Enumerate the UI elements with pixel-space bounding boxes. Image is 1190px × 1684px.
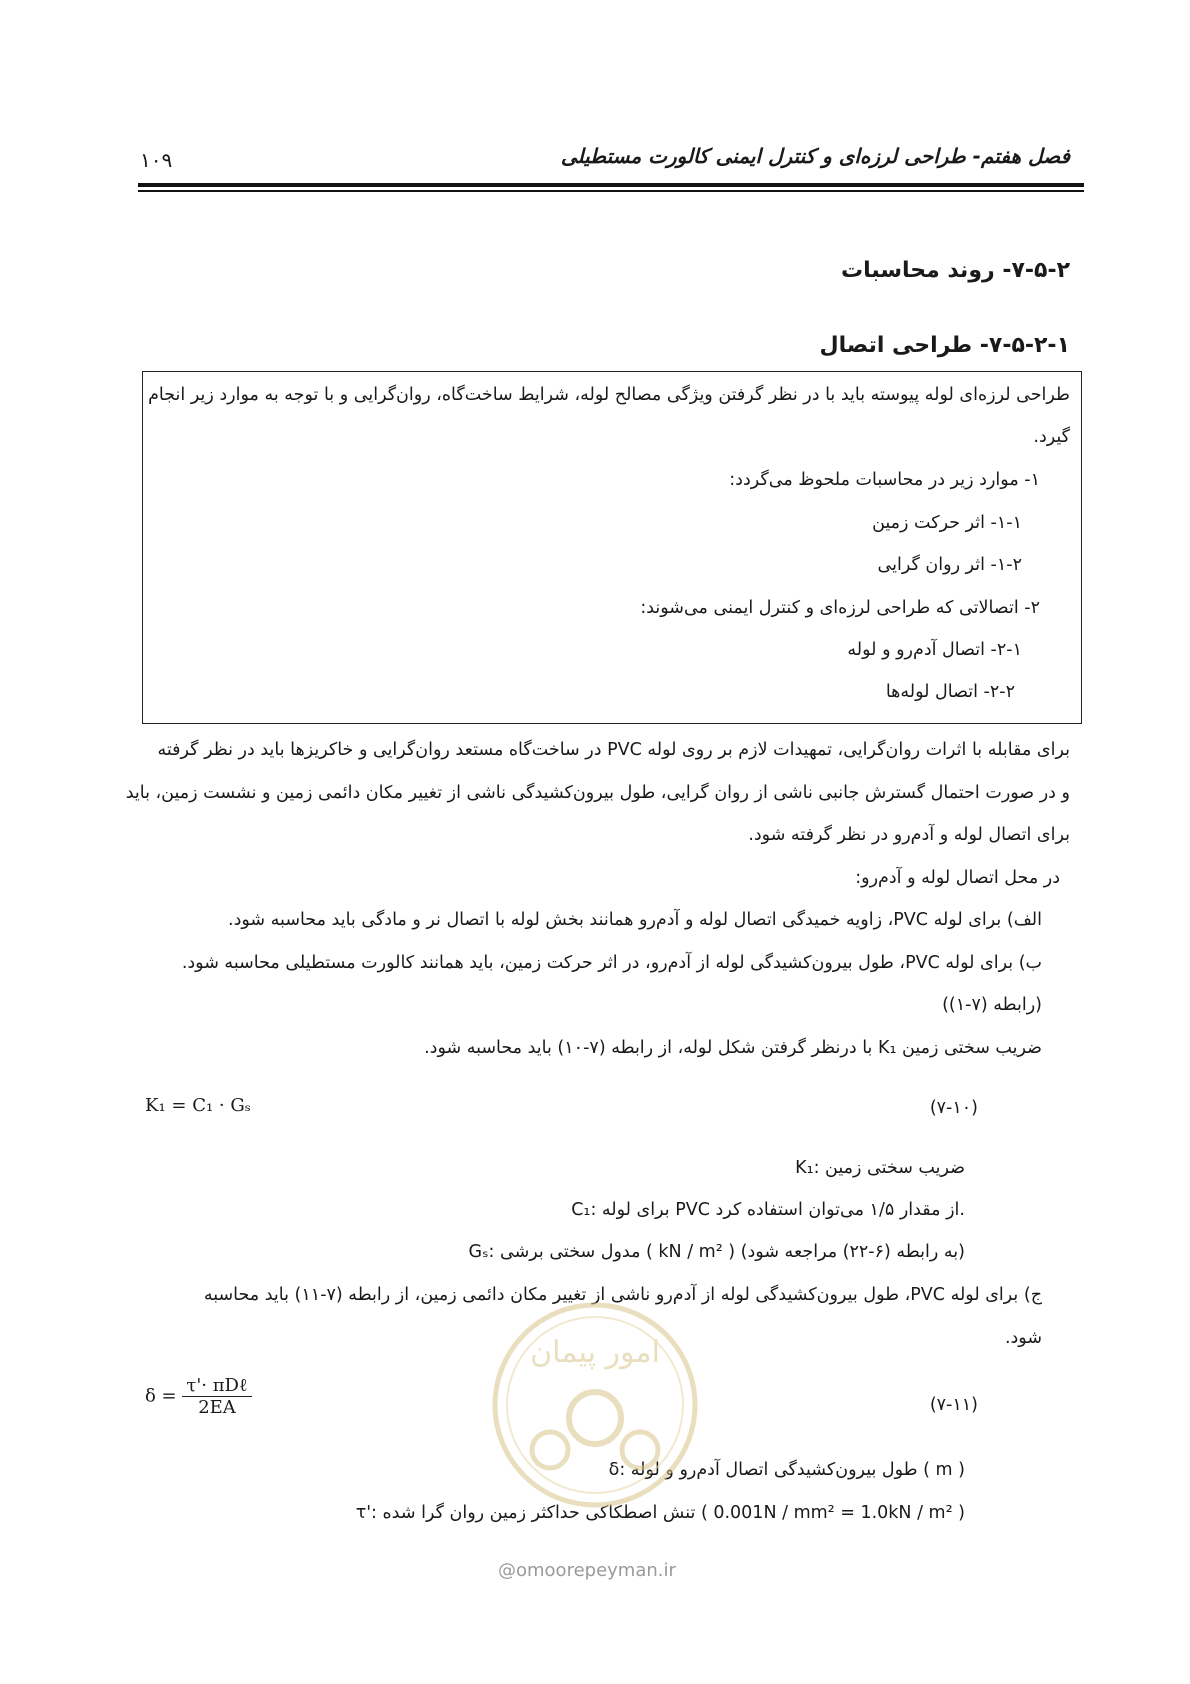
para-liquefaction-2: و در صورت احتمال گسترش جانبی ناشی از روان گرایی، طول بیرون‌کشیدگی ناشی از تغییر مکان دائمی زمین و نشست زمین، باید [125, 783, 1070, 803]
para-manhole-intro: در محل اتصال لوله و آدم‌رو: [855, 868, 1060, 888]
equation-7-11-fraction [182, 1375, 251, 1418]
item-be-1: ب) برای لوله PVC، طول بیرون‌کشیدگی لوله از آدم‌رو، در اثر حرکت زمین، باید همانند کالورت مستطیلی محاسبه شود. [181, 953, 1042, 973]
k1-text: ضریب سختی زمین K₁ با درنظر گرفتن شکل لوله، از رابطه (۷-۱۰) باید محاسبه شود. [424, 1038, 1042, 1058]
item-be-2: (رابطه (۷-۱)) [942, 995, 1042, 1015]
box-line-1: طراحی لرزه‌ای لوله پیوسته باید با در نظر گرفتن ویژگی مصالح لوله، شرایط ساخت‌گاه، روان‌گرایی و با توجه به موارد زیر انجام [148, 385, 1070, 405]
para-liquefaction-3: برای اتصال لوله و آدم‌رو در نظر گرفته شود. [748, 825, 1070, 845]
equation-7-11-numerator: τ'· πDℓ [182, 1375, 251, 1397]
box-item-1: ۱- موارد زیر در محاسبات ملحوظ می‌گردد: [729, 470, 1040, 490]
svg-text:امور پیمان: امور پیمان [530, 1335, 660, 1370]
box-item-2-2: ۲-۲- اتصال لوله‌ها [885, 682, 1015, 702]
def-delta: δ: طول بیرون‌کشیدگی اتصال آدم‌رو و لوله ( m ) [608, 1460, 965, 1480]
section-heading-calc: ۷-۵-۲- روند محاسبات [840, 258, 1070, 283]
section-heading-connection: ۷-۵-۲-۱- طراحی اتصال [819, 333, 1070, 358]
item-jim-2: شود. [1004, 1328, 1042, 1348]
equation-7-11-denominator: 2EA [198, 1397, 236, 1418]
box-line-2: گیرد. [1033, 427, 1070, 447]
equation-7-11-lhs: δ = [145, 1385, 177, 1407]
box-item-1-2: ۱-۲- اثر روان گرایی [877, 555, 1022, 575]
def-tau: τ': تنش اصطکاکی حداکثر زمین روان گرا شده ( 0.001N / mm² = 1.0kN / m² ) [355, 1503, 965, 1523]
equation-7-11 [145, 1375, 252, 1418]
box-item-2-1: ۲-۱- اتصال آدم‌رو و لوله [847, 640, 1022, 660]
box-item-1-1: ۱-۱- اثر حرکت زمین [872, 513, 1022, 533]
box-item-2: ۲- اتصالاتی که طراحی لرزه‌ای و کنترل ایمنی می‌شوند: [640, 598, 1040, 618]
def-gs: Gₛ: مدول سختی برشی ( kN / m² ) (به رابطه (۶-۲۲) مراجعه شود) [468, 1242, 965, 1262]
item-jim-1: ج) برای لوله PVC، طول بیرون‌کشیدگی لوله از آدم‌رو ناشی از تغییر مکان دائمی زمین، از رابطه (۷-۱۱) باید محاسبه [203, 1285, 1042, 1305]
page-number: ۱۰۹ [140, 148, 173, 172]
header-rule-thick [138, 183, 1084, 187]
def-c1: C₁: برای لوله PVC از مقدار ۱/۵ می‌توان استفاده کرد. [571, 1200, 965, 1220]
item-alef: الف) برای لوله PVC، زاویه خمیدگی اتصال لوله و آدم‌رو همانند بخش لوله با اتصال نر و مادگی باید محاسبه شود. [228, 910, 1042, 930]
watermark-logo [490, 1300, 700, 1510]
header-rule-thin [138, 190, 1084, 192]
equation-7-11-number: (۷-۱۱) [929, 1395, 978, 1415]
equation-7-10-number: (۷-۱۰) [929, 1098, 978, 1118]
equation-7-10: K₁ = C₁ · Gₛ [145, 1095, 251, 1116]
para-liquefaction-1: برای مقابله با اثرات روان‌گرایی، تمهیدات لازم بر روی لوله PVC در ساخت‌گاه مستعد روان‌گرایی و خاکریزها باید در نظر گرفته [157, 740, 1070, 760]
def-k1: K₁: ضریب سختی زمین [795, 1158, 965, 1178]
watermark-url: @omoorepeyman.ir [498, 1560, 676, 1581]
chapter-title: فصل هفتم- طراحی لرزه‌ای و کنترل ایمنی کالورت مستطیلی [560, 144, 1070, 168]
